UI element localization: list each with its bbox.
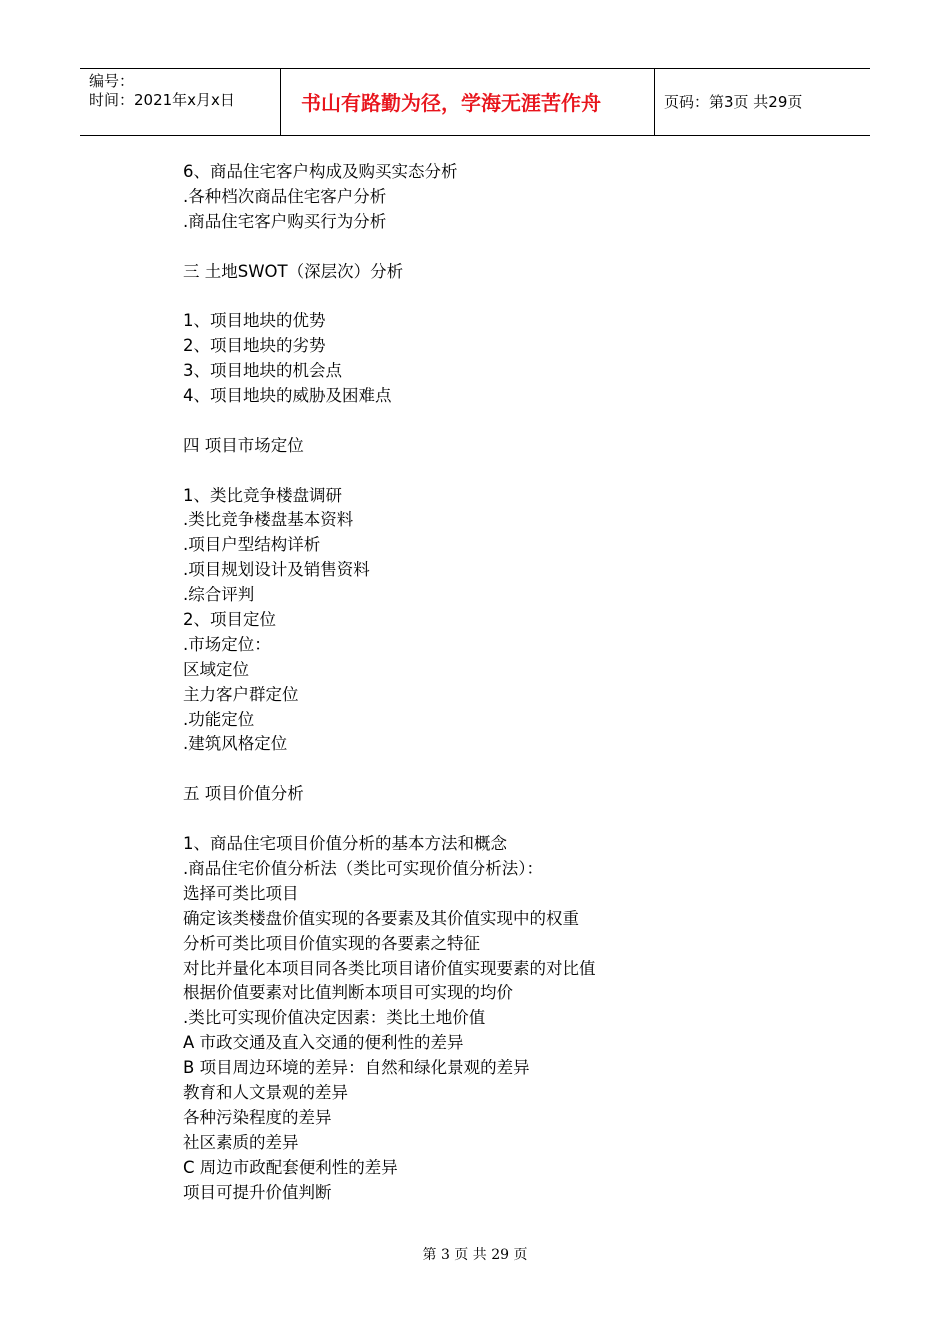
text-line: 教育和人文景观的差异 bbox=[183, 1082, 348, 1102]
header-motto-cell bbox=[281, 69, 655, 135]
text-line: 1、商品住宅项目价值分析的基本方法和概念 bbox=[183, 834, 507, 854]
text-line: .商品住宅客户购买行为分析 bbox=[183, 211, 387, 231]
text-line: 2、项目地块的劣势 bbox=[183, 336, 326, 356]
text-line: 确定该类楼盘价值实现的各要素及其价值实现中的权重 bbox=[183, 908, 579, 928]
text-line: .商品住宅价值分析法（类比可实现价值分析法）： bbox=[183, 858, 543, 878]
header-meta-cell bbox=[80, 69, 281, 135]
text-line: 4、项目地块的威胁及困难点 bbox=[183, 386, 392, 406]
page-footer: 第 3 页 共 29 页 bbox=[422, 1247, 528, 1263]
text-line: A 市政交通及直入交通的便利性的差异 bbox=[183, 1033, 464, 1053]
text-line: 各种污染程度的差异 bbox=[183, 1107, 332, 1127]
text-line: .市场定位： bbox=[183, 634, 271, 654]
text-line: 四 项目市场定位 bbox=[183, 435, 304, 455]
text-line: 分析可类比项目价值实现的各要素之特征 bbox=[183, 933, 480, 953]
header-motto: 书山有路勤为径，学海无涯苦作舟 bbox=[301, 91, 601, 115]
blank-line bbox=[183, 807, 883, 832]
header-page-info: 页码：第3页 共29页 bbox=[664, 93, 803, 111]
blank-line bbox=[183, 459, 883, 484]
document-time-label: 时间：2021年x月x日 bbox=[89, 91, 235, 109]
text-line: .建筑风格定位 bbox=[183, 734, 288, 754]
document-body bbox=[183, 160, 883, 1205]
text-line: .类比竞争楼盘基本资料 bbox=[183, 510, 354, 530]
text-line: 社区素质的差异 bbox=[183, 1132, 299, 1152]
text-line: 根据价值要素对比值判断本项目可实现的均价 bbox=[183, 983, 513, 1003]
text-line: .项目规划设计及销售资料 bbox=[183, 560, 370, 580]
text-line: C 周边市政配套便利性的差异 bbox=[183, 1157, 398, 1177]
header-page-cell bbox=[655, 69, 870, 135]
blank-line bbox=[183, 235, 883, 260]
text-line: .综合评判 bbox=[183, 585, 255, 605]
text-line: 6、商品住宅客户构成及购买实态分析 bbox=[183, 162, 458, 181]
blank-line bbox=[183, 284, 883, 309]
text-line: 2、项目定位 bbox=[183, 610, 276, 630]
text-line: .各种档次商品住宅客户分析 bbox=[183, 186, 387, 206]
text-line: 1、项目地块的优势 bbox=[183, 311, 326, 331]
text-line: .类比可实现价值决定因素：类比土地价值 bbox=[183, 1008, 486, 1028]
text-line: 对比并量化本项目同各类比项目诸价值实现要素的对比值 bbox=[183, 958, 596, 978]
text-line: .项目户型结构详析 bbox=[183, 535, 321, 555]
document-number-label: 编号： bbox=[89, 72, 135, 90]
text-line: 项目可提升价值判断 bbox=[183, 1182, 332, 1202]
blank-line bbox=[183, 757, 883, 782]
text-line: 选择可类比项目 bbox=[183, 883, 299, 903]
page-header bbox=[80, 68, 870, 136]
text-line: B 项目周边环境的差异：自然和绿化景观的差异 bbox=[183, 1058, 530, 1078]
text-line: 三 土地SWOT（深层次）分析 bbox=[183, 261, 404, 281]
text-line: 主力客户群定位 bbox=[183, 684, 299, 704]
text-line: 3、项目地块的机会点 bbox=[183, 361, 342, 381]
text-line: 区域定位 bbox=[183, 659, 249, 679]
text-line: 1、类比竞争楼盘调研 bbox=[183, 485, 342, 505]
text-line: .功能定位 bbox=[183, 709, 255, 729]
blank-line bbox=[183, 409, 883, 434]
text-line: 五 项目价值分析 bbox=[183, 784, 304, 804]
